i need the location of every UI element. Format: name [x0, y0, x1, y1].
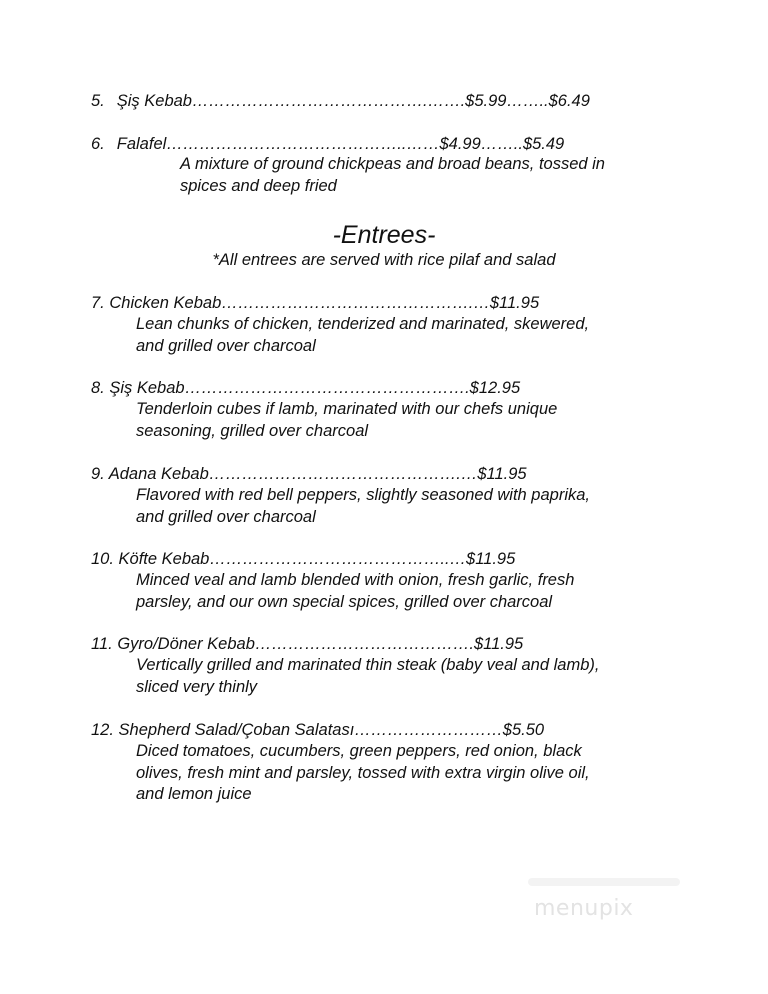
item-description: [180, 154, 605, 197]
item-number: 5.: [91, 92, 105, 110]
description-line: and lemon juice: [136, 785, 252, 803]
item-description: [136, 655, 599, 698]
description-line: Flavored with red bell peppers, slightly seasoned with paprika,: [136, 486, 590, 504]
item-number: 12.: [91, 721, 114, 739]
item-name: Shepherd Salad/Çoban Salatası: [118, 721, 355, 739]
description-line: A mixture of ground chickpeas and broad beans, tossed in: [180, 155, 605, 173]
description-line: and grilled over charcoal: [136, 507, 316, 526]
dot-leader: …………………………………….…….: [191, 92, 466, 110]
price-separator: ……..: [506, 92, 549, 110]
menu-item-10: [91, 548, 515, 570]
item-number: 9.: [91, 465, 105, 483]
menu-item-8: [91, 377, 520, 399]
item-price: $11.95: [466, 550, 516, 568]
menu-item-6: [91, 133, 564, 155]
item-name: Köfte Kebab: [118, 550, 210, 568]
item-price: $5.50: [502, 721, 545, 739]
description-line: and grilled over charcoal: [136, 336, 316, 355]
dot-leader: ………………………………….: [254, 635, 474, 653]
menu-item-12: [91, 719, 544, 741]
description-line: sliced very thinly: [136, 677, 258, 696]
price-separator: ……..: [480, 135, 523, 153]
item-price: $11.95: [489, 294, 540, 312]
item-number: 7.: [91, 294, 105, 312]
item-name: Şiş Kebab: [116, 92, 192, 110]
dot-leader: ……………………………………….…: [221, 294, 490, 312]
item-name: Falafel: [116, 135, 167, 153]
section-note: *All entrees are served with rice pilaf and salad: [212, 251, 556, 269]
item-name: Adana Kebab: [108, 465, 209, 483]
watermark-logo: menupix: [534, 896, 634, 921]
item-number: 8.: [91, 379, 105, 397]
item-price-large: $6.49: [548, 92, 590, 110]
item-description: [136, 741, 590, 806]
menu-item-11: [91, 633, 523, 655]
description-line: Vertically grilled and marinated thin steak (baby veal and lamb),: [136, 656, 600, 674]
item-number: 10.: [91, 550, 114, 568]
dot-leader: ……………………………………..……: [166, 135, 440, 153]
description-line: Tenderloin cubes if lamb, marinated with our chefs unique: [136, 400, 558, 418]
description-line: olives, fresh mint and parsley, tossed with extra virgin olive oil,: [136, 763, 590, 782]
item-description: [136, 570, 574, 613]
section-title: -Entrees-: [332, 221, 436, 249]
item-price-large: $5.49: [522, 135, 565, 153]
description-line: spices and deep fried: [180, 176, 337, 195]
menu-item-7: [91, 292, 539, 314]
description-line: parsley, and our own special spices, grilled over charcoal: [136, 592, 553, 611]
menu-item-9: [91, 463, 527, 485]
watermark-banner: [528, 878, 680, 886]
item-description: [136, 314, 589, 357]
dot-leader: ………………………: [354, 721, 503, 739]
dot-leader: ……………………………………..…: [209, 550, 467, 568]
item-description: [136, 399, 557, 442]
description-line: Minced veal and lamb blended with onion, fresh garlic, fresh: [136, 571, 575, 589]
description-line: Diced tomatoes, cucumbers, green peppers, red onion, black: [136, 742, 582, 760]
item-name: Gyro/Döner Kebab: [117, 635, 255, 653]
item-number: 6.: [91, 135, 105, 153]
menu-item-5: [91, 90, 590, 112]
item-name: Şiş Kebab: [109, 379, 185, 397]
item-price-small: $4.99: [439, 135, 481, 153]
description-line: Lean chunks of chicken, tenderized and marinated, skewered,: [136, 315, 590, 333]
dot-leader: …………………………………………….: [184, 379, 470, 397]
item-description: [136, 485, 590, 528]
item-name: Chicken Kebab: [109, 294, 222, 312]
description-line: seasoning, grilled over charcoal: [136, 421, 369, 440]
item-price: $11.95: [477, 465, 527, 483]
item-number: 11.: [91, 635, 113, 653]
item-price: $12.95: [469, 379, 521, 397]
item-price: $11.95: [473, 635, 524, 653]
item-price-small: $5.99: [465, 92, 507, 110]
dot-leader: ……………………………………….…: [208, 465, 478, 483]
